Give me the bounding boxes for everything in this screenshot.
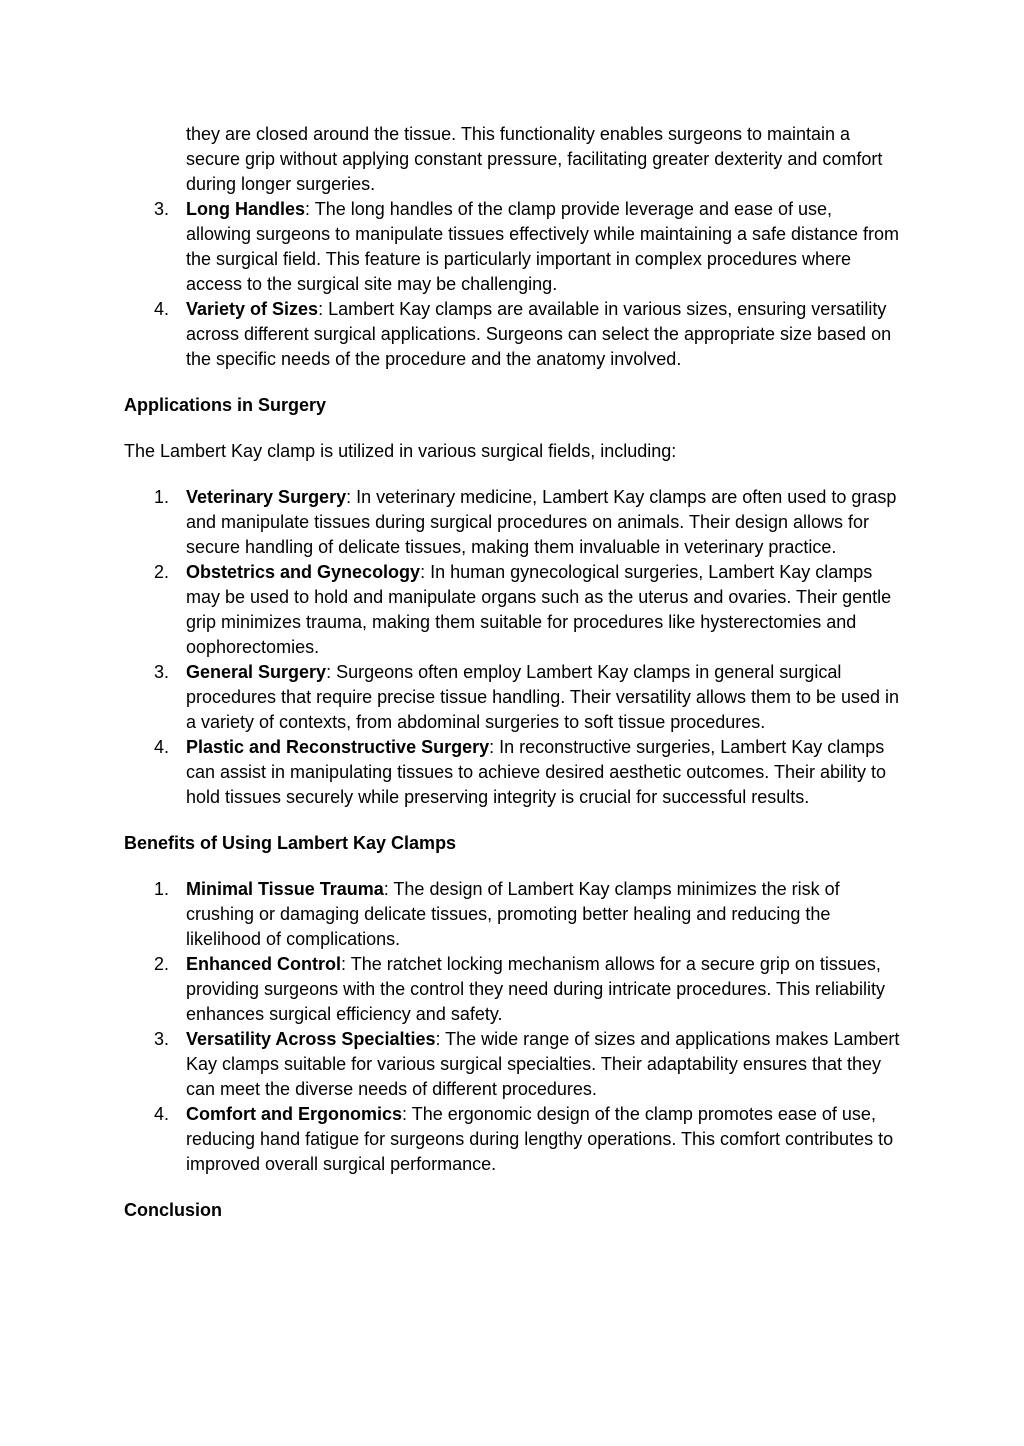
list-item-number: 2. xyxy=(154,954,170,974)
list-item-number: 4. xyxy=(154,737,170,757)
features-list xyxy=(124,122,900,372)
list-item-text: : In veterinary medicine, Lambert Kay clamps are often used to grasp and manipulate tissues during surgical procedures on animals. Their design allows for secure handling of delicate tissues, making them invaluable in veterinary practice. xyxy=(186,487,897,557)
list-item-number: 4. xyxy=(154,1104,170,1124)
list-item xyxy=(124,1027,900,1102)
list-item-term: Variety of Sizes xyxy=(186,299,319,319)
section-heading-applications: Applications in Surgery xyxy=(124,395,327,415)
list-item-number: 3. xyxy=(154,1029,170,1049)
list-item-number: 3. xyxy=(154,662,170,682)
list-item-text: : The wide range of sizes and applications makes Lambert Kay clamps suitable for various surgical specialties. Their adaptability ensures that they can meet the diverse needs of different procedures. xyxy=(186,1029,900,1099)
list-item-term: Plastic and Reconstructive Surgery xyxy=(186,737,490,757)
list-item-text: : The long handles of the clamp provide leverage and ease of use, allowing surgeons to manipulate tissues effectively while maintaining a safe distance from the surgical field. This feature is particularly important in complex procedures where access to the surgical site may be challenging. xyxy=(186,199,900,294)
list-item-text: : The ratchet locking mechanism allows for a secure grip on tissues, providing surgeons with the control they need during intricate procedures. This reliability enhances surgical efficiency and safety. xyxy=(186,954,886,1024)
list-item-term: Veterinary Surgery xyxy=(186,487,347,507)
list-item xyxy=(124,877,900,952)
applications-list xyxy=(124,485,900,810)
list-item-term: Obstetrics and Gynecology xyxy=(186,562,421,582)
list-item xyxy=(124,660,900,735)
list-item xyxy=(124,952,900,1027)
list-item-text: : The design of Lambert Kay clamps minimizes the risk of crushing or damaging delicate tissues, promoting better healing and reducing the likelihood of complications. xyxy=(186,879,840,949)
list-item-number: 1. xyxy=(154,487,170,507)
list-item-text: : The ergonomic design of the clamp promotes ease of use, reducing hand fatigue for surgeons during lengthy operations. This comfort contributes to improved overall surgical performance. xyxy=(186,1104,894,1174)
list-item-text: : Lambert Kay clamps are available in various sizes, ensuring versatility across different surgical applications. Surgeons can select the appropriate size based on the specific needs of the procedure and the anatomy involved. xyxy=(186,299,892,369)
list-item-term: Minimal Tissue Trauma xyxy=(186,879,384,899)
list-item-term: Comfort and Ergonomics xyxy=(186,1104,403,1124)
list-item-term: Versatility Across Specialties xyxy=(186,1029,436,1049)
list-item-text: : In human gynecological surgeries, Lambert Kay clamps may be used to hold and manipulate organs such as the uterus and ovaries. Their gentle grip minimizes trauma, making them suitable for procedures like hysterectomies and oophorectomies. xyxy=(186,562,892,657)
list-item xyxy=(124,560,900,660)
list-item-term: Enhanced Control xyxy=(186,954,342,974)
list-item-text: : Surgeons often employ Lambert Kay clamps in general surgical procedures that require precise tissue handling. Their versatility allows them to be used in a variety of contexts, from abdominal surgeries to soft tissue procedures. xyxy=(186,662,900,732)
list-item-term: General Surgery xyxy=(186,662,327,682)
list-item xyxy=(124,197,900,297)
benefits-list xyxy=(124,877,900,1177)
list-item-text: : In reconstructive surgeries, Lambert Kay clamps can assist in manipulating tissues to achieve desired aesthetic outcomes. Their ability to hold tissues securely while preserving integrity is crucial for successful results. xyxy=(186,737,887,807)
list-item xyxy=(124,485,900,560)
list-item-number: 2. xyxy=(154,562,170,582)
list-item xyxy=(124,297,900,372)
list-item-number: 1. xyxy=(154,879,170,899)
applications-intro: The Lambert Kay clamp is utilized in various surgical fields, including: xyxy=(124,441,677,461)
list-item-number: 4. xyxy=(154,299,170,319)
list-item-number: 3. xyxy=(154,199,170,219)
list-item-term: Long Handles xyxy=(186,199,306,219)
document-page xyxy=(124,122,900,1223)
section-heading-conclusion: Conclusion xyxy=(124,1200,222,1220)
list-item-text: they are closed around the tissue. This functionality enables surgeons to maintain a secure grip without applying constant pressure, facilitating greater dexterity and comfort during longer surgeries. xyxy=(186,124,883,194)
list-item xyxy=(124,1102,900,1177)
section-heading-benefits: Benefits of Using Lambert Kay Clamps xyxy=(124,833,457,853)
list-item xyxy=(124,735,900,810)
list-item-continuation xyxy=(124,122,900,197)
